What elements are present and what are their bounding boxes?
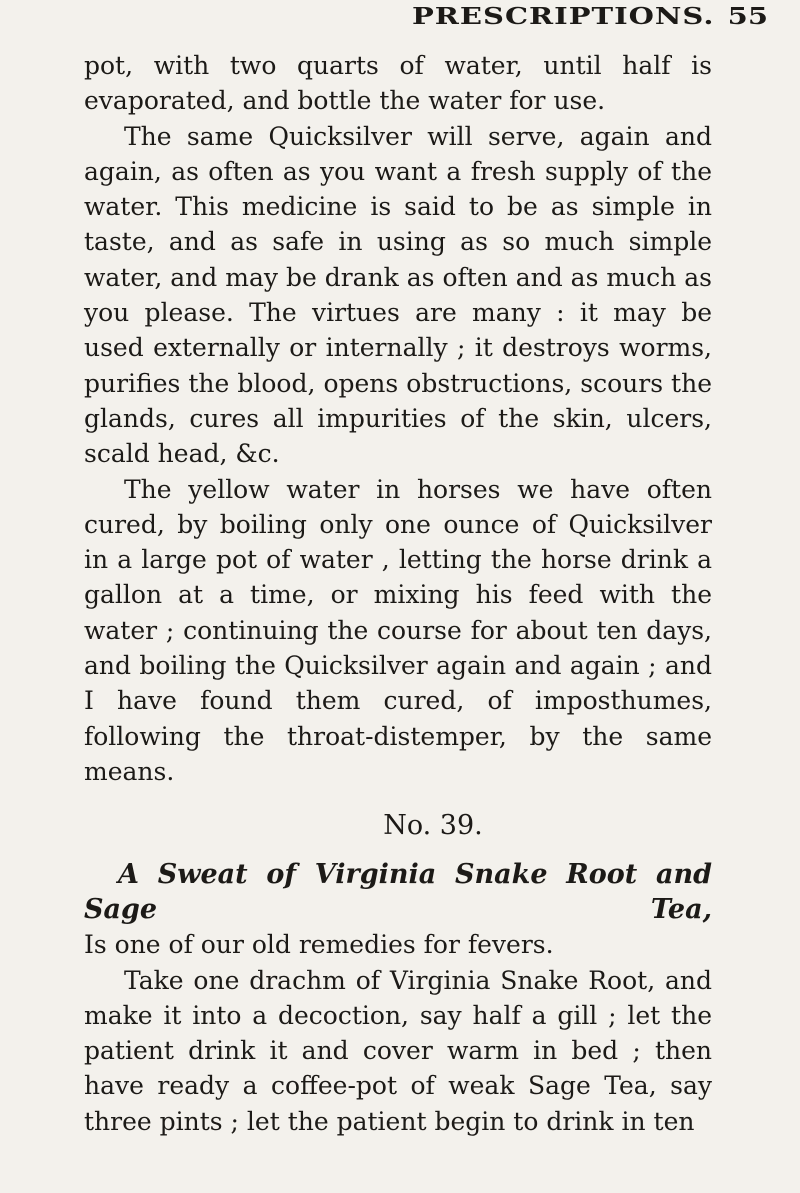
section-title: A Sweat of Virginia Snake Root and Sage Tea, [84,859,712,926]
section-number: No. 39. [383,810,483,842]
paragraph-remedy-instructions: Take one drachm of Virginia Snake Root, and make it into a decoction, say half a gill ; let the patient drink it and cover warm in bed ; then have ready a coffee-pot of weak Sage Tea, say three pints ; let the patient begin to drink in ten [84,965,712,1136]
running-head [84,0,768,48]
paragraph-quicksilver-virtues: The same Quicksilver will serve, again and again, as often as you want a fresh supply of the water. This medicine is said to be as simple in taste, and as safe in using as so much simple water, and may be drank as often and as much as you please. The virtues are many : it may be used externally or internally ; it destroys worms, purifies the blood, opens obstructions, scours the glands, cures all impurities of the skin, ulcers, scald head, &c. [84,121,712,469]
page-number: 55 [727,2,768,30]
paragraph-remedy-intro: Is one of our old remedies for fevers. [84,930,554,960]
paragraph-yellow-water-horses: The yellow water in horses we have often cured, by boiling only one ounce of Quicksilver in a large pot of water , letting the horse drink a gallon at a time, or mixing his feed with the water ; continuing the course for about ten days, and boiling the Quicksilver again and again ; and I have found them cured, of imposthumes, following the throat-distemper, by the same means. [84,474,712,786]
running-title: PRESCRIPTIONS. [412,2,715,30]
paragraph-continuation: pot, with two quarts of water, until half is evaporated, and bottle the water for use. [84,51,712,116]
